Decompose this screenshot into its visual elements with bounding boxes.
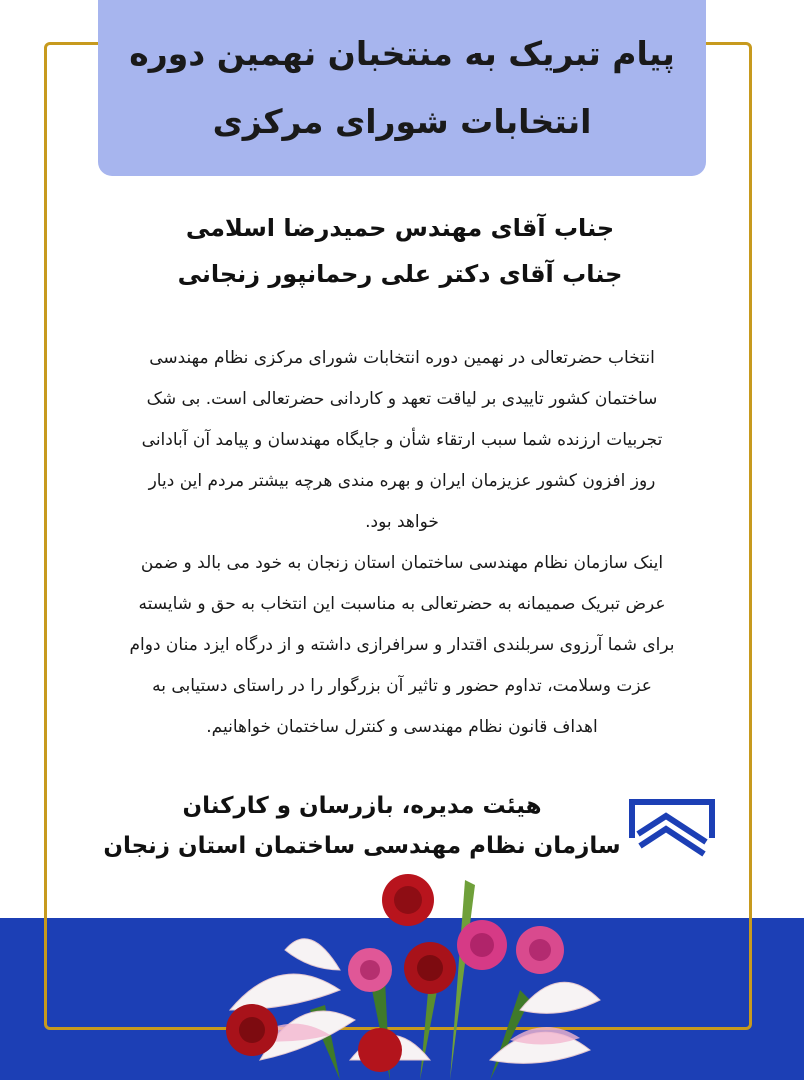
body-line: خواهد بود.: [365, 512, 439, 532]
body-line: روز افزون کشور عزیزمان ایران و بهره مندی هرچه بیشتر مردم این دیار: [148, 471, 656, 491]
body-line: تجربیات ارزنده شما سبب ارتقاء شأن و جایگاه مهندسان و پیامد آن آبادانی: [141, 430, 663, 450]
signature-line-1: هیئت مدیره، بازرسان و کارکنان: [182, 793, 542, 819]
title-line-2: انتخابات شورای مرکزی: [212, 102, 592, 141]
body-line: عزت وسلامت، تداوم حضور و تاثیر آن بزرگوار را در راستای دستیابی به: [152, 676, 652, 696]
body-line: اینک سازمان نظام مهندسی ساختمان استان زنجان به خود می بالد و ضمن: [140, 553, 664, 573]
signature-line-2: سازمان نظام مهندسی ساختمان استان زنجان: [103, 833, 621, 859]
body-line: عرض تبریک صمیمانه به حضرتعالی به مناسبت این انتخاب به حق و شایسته: [138, 594, 666, 614]
recipient-1: جناب آقای مهندس حمیدرضا اسلامی: [185, 214, 615, 242]
organization-logo-icon: [626, 794, 718, 860]
recipient-2: جناب آقای دکتر علی رحمانپور زنجانی: [177, 260, 623, 288]
message-body: [82, 338, 722, 748]
body-line: انتخاب حضرتعالی در نهمین دوره انتخابات شورای مرکزی نظام مهندسی: [149, 348, 655, 368]
body-line: برای شما آرزوی سربلندی اقتدار و سرافرازی داشته و از درگاه ایزد منان دوام: [129, 635, 675, 655]
title-line-1: پیام تبریک به منتخبان نهمین دوره: [129, 34, 675, 73]
body-line: ساختمان کشور تاییدی بر لیاقت تعهد و کاردانی حضرتعالی است. بی شک: [146, 389, 658, 409]
recipients: [100, 205, 700, 297]
signature-block: [70, 786, 654, 866]
flower-bouquet-image: [190, 860, 610, 1080]
title-banner: [98, 0, 706, 176]
body-line: اهداف قانون نظام مهندسی و کنترل ساختمان خواهانیم.: [206, 717, 598, 737]
